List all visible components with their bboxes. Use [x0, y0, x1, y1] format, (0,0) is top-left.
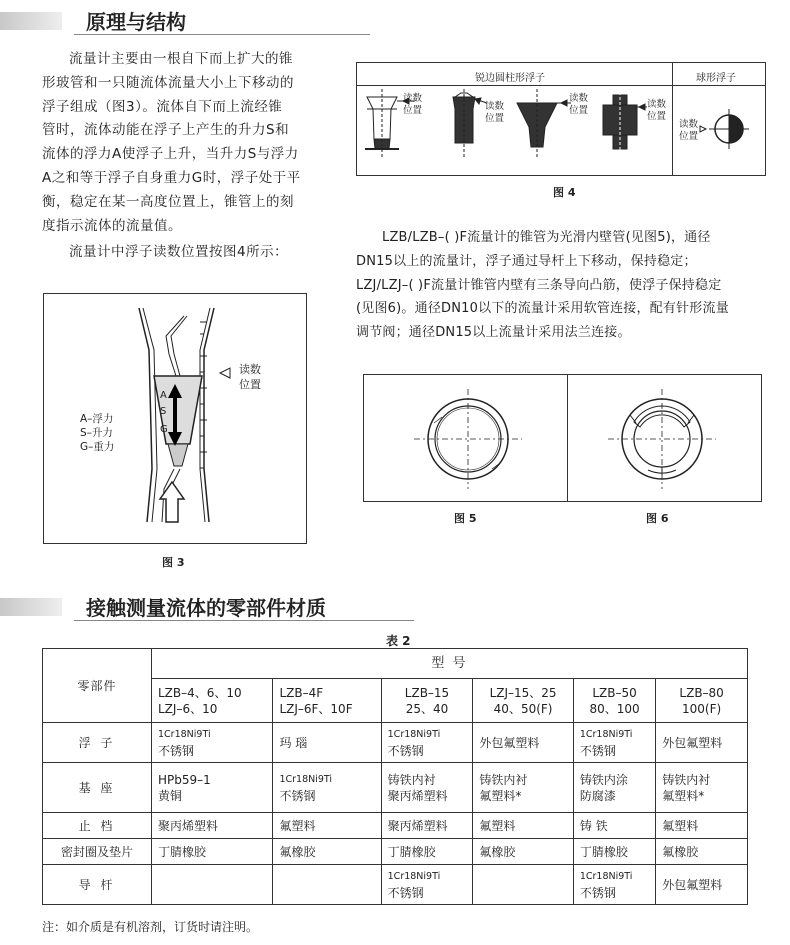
heading-underline	[74, 34, 370, 35]
material-cell: 氟橡胶	[473, 839, 573, 865]
cell-line: 黄铜	[158, 788, 183, 803]
label-text: 位置	[403, 105, 423, 116]
material-cell: 丁腈橡胶	[573, 839, 655, 865]
label-text: 读数	[403, 93, 423, 104]
part-header: 零部件	[43, 649, 152, 723]
material-cell: 氟塑料	[273, 813, 381, 839]
right-paragraph	[356, 226, 776, 345]
material-cell	[273, 763, 381, 813]
fig3-caption: 图 3	[162, 556, 185, 569]
cell-line: 1Cr18Ni9Ti	[579, 870, 633, 882]
material-cell	[273, 865, 381, 905]
material-cell: 聚丙烯塑料	[152, 813, 273, 839]
label-text: 位置	[679, 131, 699, 142]
figure-4-box	[356, 62, 766, 176]
cell-line: 不锈钢	[579, 885, 616, 900]
fig6-caption: 图 6	[646, 512, 669, 525]
label-text: 位置	[239, 378, 261, 391]
cell-line: 防腐漆	[579, 788, 616, 803]
cell-line: 不锈钢	[387, 885, 424, 900]
figure-5-6-box	[363, 374, 762, 502]
label-text: 位置	[485, 113, 505, 124]
legend-item: A–浮力	[80, 413, 114, 425]
paragraph-line: 管时，流体动能在浮子上产生的升力S和	[42, 122, 290, 139]
fig4-read-label-4	[647, 99, 666, 123]
cell-line: 1Cr18Ni9Ti	[387, 728, 441, 740]
material-cell: 丁腈橡胶	[152, 839, 273, 865]
material-cell	[573, 763, 655, 813]
fig4-read-label-2	[485, 101, 504, 125]
float-shapes-diagram	[357, 63, 765, 175]
cell-line: 80、100	[589, 701, 640, 716]
table-row	[43, 763, 748, 813]
label-text: 读数	[485, 101, 505, 112]
paragraph-line: 流量计中浮子读数位置按图4所示：	[69, 244, 289, 261]
table-row	[43, 865, 748, 905]
part-name: 基 座	[43, 763, 152, 813]
model-cell	[273, 679, 381, 723]
material-cell: 丁腈橡胶	[381, 839, 473, 865]
label-text: 读数	[679, 119, 699, 130]
label-text: 位置	[647, 111, 667, 122]
paragraph-line: A之和等于浮子自身重力G时，浮子处于平	[42, 169, 301, 186]
cell-line: 1Cr18Ni9Ti	[158, 728, 211, 740]
material-cell	[381, 763, 473, 813]
material-cell	[381, 865, 473, 905]
cell-line: 玛 瑙	[279, 735, 308, 750]
cell-line: 不锈钢	[387, 743, 424, 758]
paragraph-line: 浮子组成（图3）。流体自下而上流经锥	[42, 98, 283, 115]
fig3-letter-g: G	[160, 424, 168, 435]
material-cell: 铸 铁	[573, 813, 655, 839]
cell-line: LZJ–15、25	[489, 685, 557, 700]
material-cell	[152, 865, 273, 905]
fig4-read-label-3	[569, 93, 588, 117]
cell-line: 1Cr18Ni9Ti	[279, 773, 333, 785]
cell-line: 铸铁内衬	[662, 772, 711, 787]
material-cell: 氟塑料	[656, 813, 748, 839]
cell-line: 1Cr18Ni9Ti	[579, 728, 633, 740]
fig4-read-label-1	[403, 93, 422, 117]
material-cell	[152, 763, 273, 813]
material-cell: 氟橡胶	[656, 839, 748, 865]
cell-line: LZB–50	[592, 685, 637, 700]
material-cell: 外包氟塑料	[656, 865, 748, 905]
cell-line: LZB–4、6、10	[158, 685, 242, 700]
material-cell	[656, 723, 748, 763]
model-header: 型 号	[152, 649, 748, 679]
paragraph-line: 衡，稳定在某一高度位置上，锥管上的刻	[42, 193, 294, 210]
model-cell	[573, 679, 655, 723]
cell-line: 氟塑料*	[479, 788, 522, 803]
table-row	[43, 813, 748, 839]
fig4-header-right: 球形浮子	[696, 73, 736, 84]
part-name: 止 档	[43, 813, 152, 839]
heading-bar-decoration	[0, 598, 62, 616]
section-title: 接触测量流体的零部件材质	[86, 596, 326, 620]
table-header-row	[43, 649, 748, 679]
legend-item: S–升力	[80, 427, 113, 439]
cell-line: 铸铁内涂	[579, 772, 628, 787]
materials-table	[42, 648, 748, 905]
material-cell	[473, 723, 573, 763]
material-cell	[573, 723, 655, 763]
tube-cross-sections	[364, 375, 761, 501]
cell-line: 外包氟塑料	[479, 735, 540, 750]
paragraph-line: 形玻管和一只随流体流量大小上下移动的	[42, 74, 294, 91]
paragraph-line: LZJ/LZJ–( )F流量计锥管内壁有三条导向凸筋，使浮子保持稳定	[356, 277, 722, 293]
cell-line: 不锈钢	[158, 743, 195, 758]
paragraph-line: 流量计主要由一根自下而上扩大的锥	[69, 51, 293, 67]
cell-line: 25、40	[405, 701, 449, 716]
paragraph-line: 流体的浮力A使浮子上升，当升力S与浮力	[42, 146, 299, 163]
fig3-letter-s: S	[160, 406, 167, 417]
section-heading-principle	[0, 4, 380, 38]
figure-3-box	[43, 293, 307, 544]
section-title: 原理与结构	[86, 10, 186, 34]
material-cell	[473, 865, 573, 905]
part-name: 导 杆	[43, 865, 152, 905]
fig3-reading-label	[239, 362, 261, 392]
material-cell: 聚丙烯塑料	[381, 813, 473, 839]
paragraph-line: LZB/LZB–( )F流量计的锥管为光滑内壁管(见图5)，通径	[382, 230, 711, 245]
cell-line: 铸铁内衬	[479, 772, 528, 787]
cell-line: 铸铁内衬	[387, 772, 436, 787]
model-cell	[381, 679, 473, 723]
cell-line: LZB–80	[679, 685, 724, 700]
heading-underline	[74, 620, 414, 621]
table-row	[43, 723, 748, 763]
fig3-legend	[80, 412, 114, 454]
material-cell	[573, 865, 655, 905]
heading-bar-decoration	[0, 12, 62, 30]
label-text: 读数	[239, 363, 261, 376]
paragraph-line: 度指示流体的流量值。	[42, 217, 182, 234]
cell-line: 聚丙烯塑料	[387, 788, 448, 803]
footnote: 注：如介质是有机溶剂，订货时请注明。	[42, 920, 259, 934]
cell-line: 40、50(F)	[493, 701, 553, 716]
material-cell: 氟塑料	[473, 813, 573, 839]
paragraph-line: (见图6)。通径DN10以下的流量计采用软管连接，配有针形流量	[356, 301, 729, 317]
cell-line: 外包氟塑料	[662, 735, 723, 750]
fig4-read-label-5	[679, 119, 698, 143]
legend-item: G–重力	[80, 441, 115, 453]
cell-line: 1Cr18Ni9Ti	[387, 870, 441, 882]
paragraph-line: 调节阀；通径DN15以上流量计采用法兰连接。	[356, 325, 631, 341]
cell-line: 不锈钢	[279, 788, 316, 803]
fig3-letter-a: A	[160, 390, 167, 401]
material-cell	[381, 723, 473, 763]
cell-line: 不锈钢	[579, 743, 616, 758]
cell-line: 氟塑料*	[662, 788, 705, 803]
cell-line: LZJ–6、10	[158, 701, 218, 716]
cell-line: LZB–15	[404, 685, 450, 700]
material-cell	[656, 763, 748, 813]
fig5-caption: 图 5	[454, 512, 477, 525]
fig4-caption: 图 4	[553, 186, 576, 199]
part-name: 浮 子	[43, 723, 152, 763]
cell-line: 100(F)	[682, 701, 722, 716]
material-cell	[473, 763, 573, 813]
material-cell	[273, 723, 381, 763]
cell-line: LZB–4F	[279, 685, 324, 700]
intro-paragraph	[42, 48, 332, 265]
model-cell	[473, 679, 573, 723]
label-text: 位置	[569, 105, 589, 116]
label-text: 读数	[569, 93, 589, 104]
part-name: 密封圈及垫片	[43, 839, 152, 865]
table-row	[43, 839, 748, 865]
cell-line: HPb59–1	[158, 772, 211, 787]
paragraph-line: DN15以上的流量计，浮子通过导杆上下移动，保持稳定；	[356, 253, 697, 269]
fig4-header-left: 锐边圆柱形浮子	[475, 73, 545, 84]
table-caption: 表 2	[386, 634, 411, 648]
material-cell: 氟橡胶	[273, 839, 381, 865]
section-heading-materials	[0, 590, 420, 624]
cell-line: LZJ–6F、10F	[279, 701, 353, 716]
label-text: 读数	[647, 99, 667, 110]
model-cell	[152, 679, 273, 723]
material-cell	[152, 723, 273, 763]
model-cell	[656, 679, 748, 723]
